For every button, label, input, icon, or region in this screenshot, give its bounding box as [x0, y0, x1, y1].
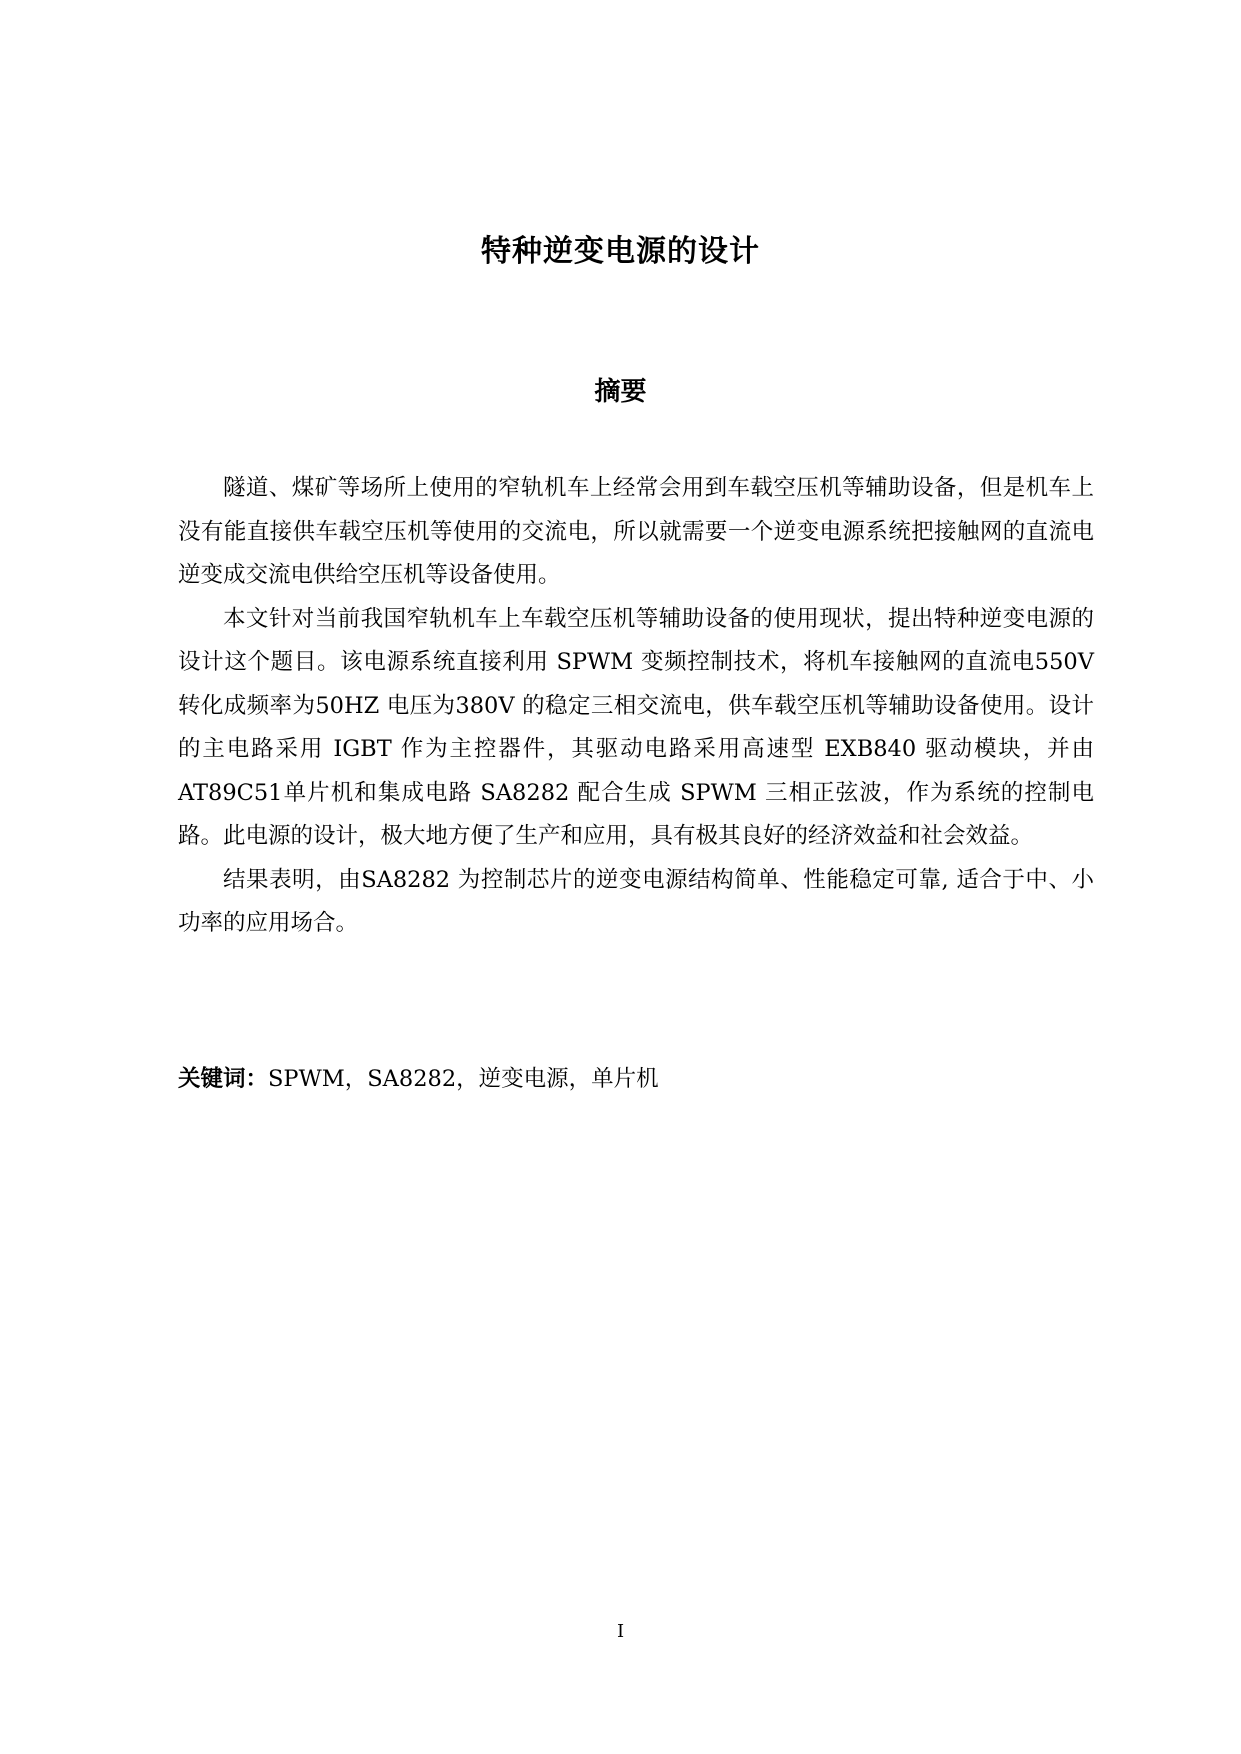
keywords-line: [178, 1063, 1094, 1095]
document-title: 特种逆变电源的设计: [481, 234, 760, 269]
abstract-body: [178, 467, 1094, 946]
abstract-paragraph-2: 本文针对当前我国窄轨机车上车载空压机等辅助设备的使用现状，提出特种逆变电源的设计这个题目。该电源系统直接利用 SPWM 变频控制技术，将机车接触网的直流电550V 转化成频率为50HZ 电压为380V 的稳定三相交流电，供车载空压机等辅助设备使用。设计的主电路采用 IGBT 作为主控器件，其驱动电路采用高速型 EXB840 驱动模块，并由 AT89C51单片机和集成电路 SA8282 配合生成 SPWM 三相正弦波，作为系统的控制电路。此电源的设计，极大地方便了生产和应用，具有极其良好的经济效益和社会效益。: [178, 605, 1094, 849]
abstract-heading: 摘要: [594, 377, 647, 407]
abstract-paragraph-1: 隧道、煤矿等场所上使用的窄轨机车上经常会用到车载空压机等辅助设备，但是机车上没有能直接供车载空压机等使用的交流电，所以就需要一个逆变电源系统把接触网的直流电逆变成交流电供给空压机等设备使用。: [178, 475, 1094, 588]
keywords-value: SPWM，SA8282，逆变电源，单片机: [268, 1066, 659, 1092]
keywords-label: 关键词：: [178, 1066, 269, 1092]
page-number: I: [616, 1621, 625, 1642]
abstract-paragraph-3: 结果表明，由SA8282 为控制芯片的逆变电源结构简单、性能稳定可靠, 适合于中、小功率的应用场合。: [178, 866, 1094, 936]
